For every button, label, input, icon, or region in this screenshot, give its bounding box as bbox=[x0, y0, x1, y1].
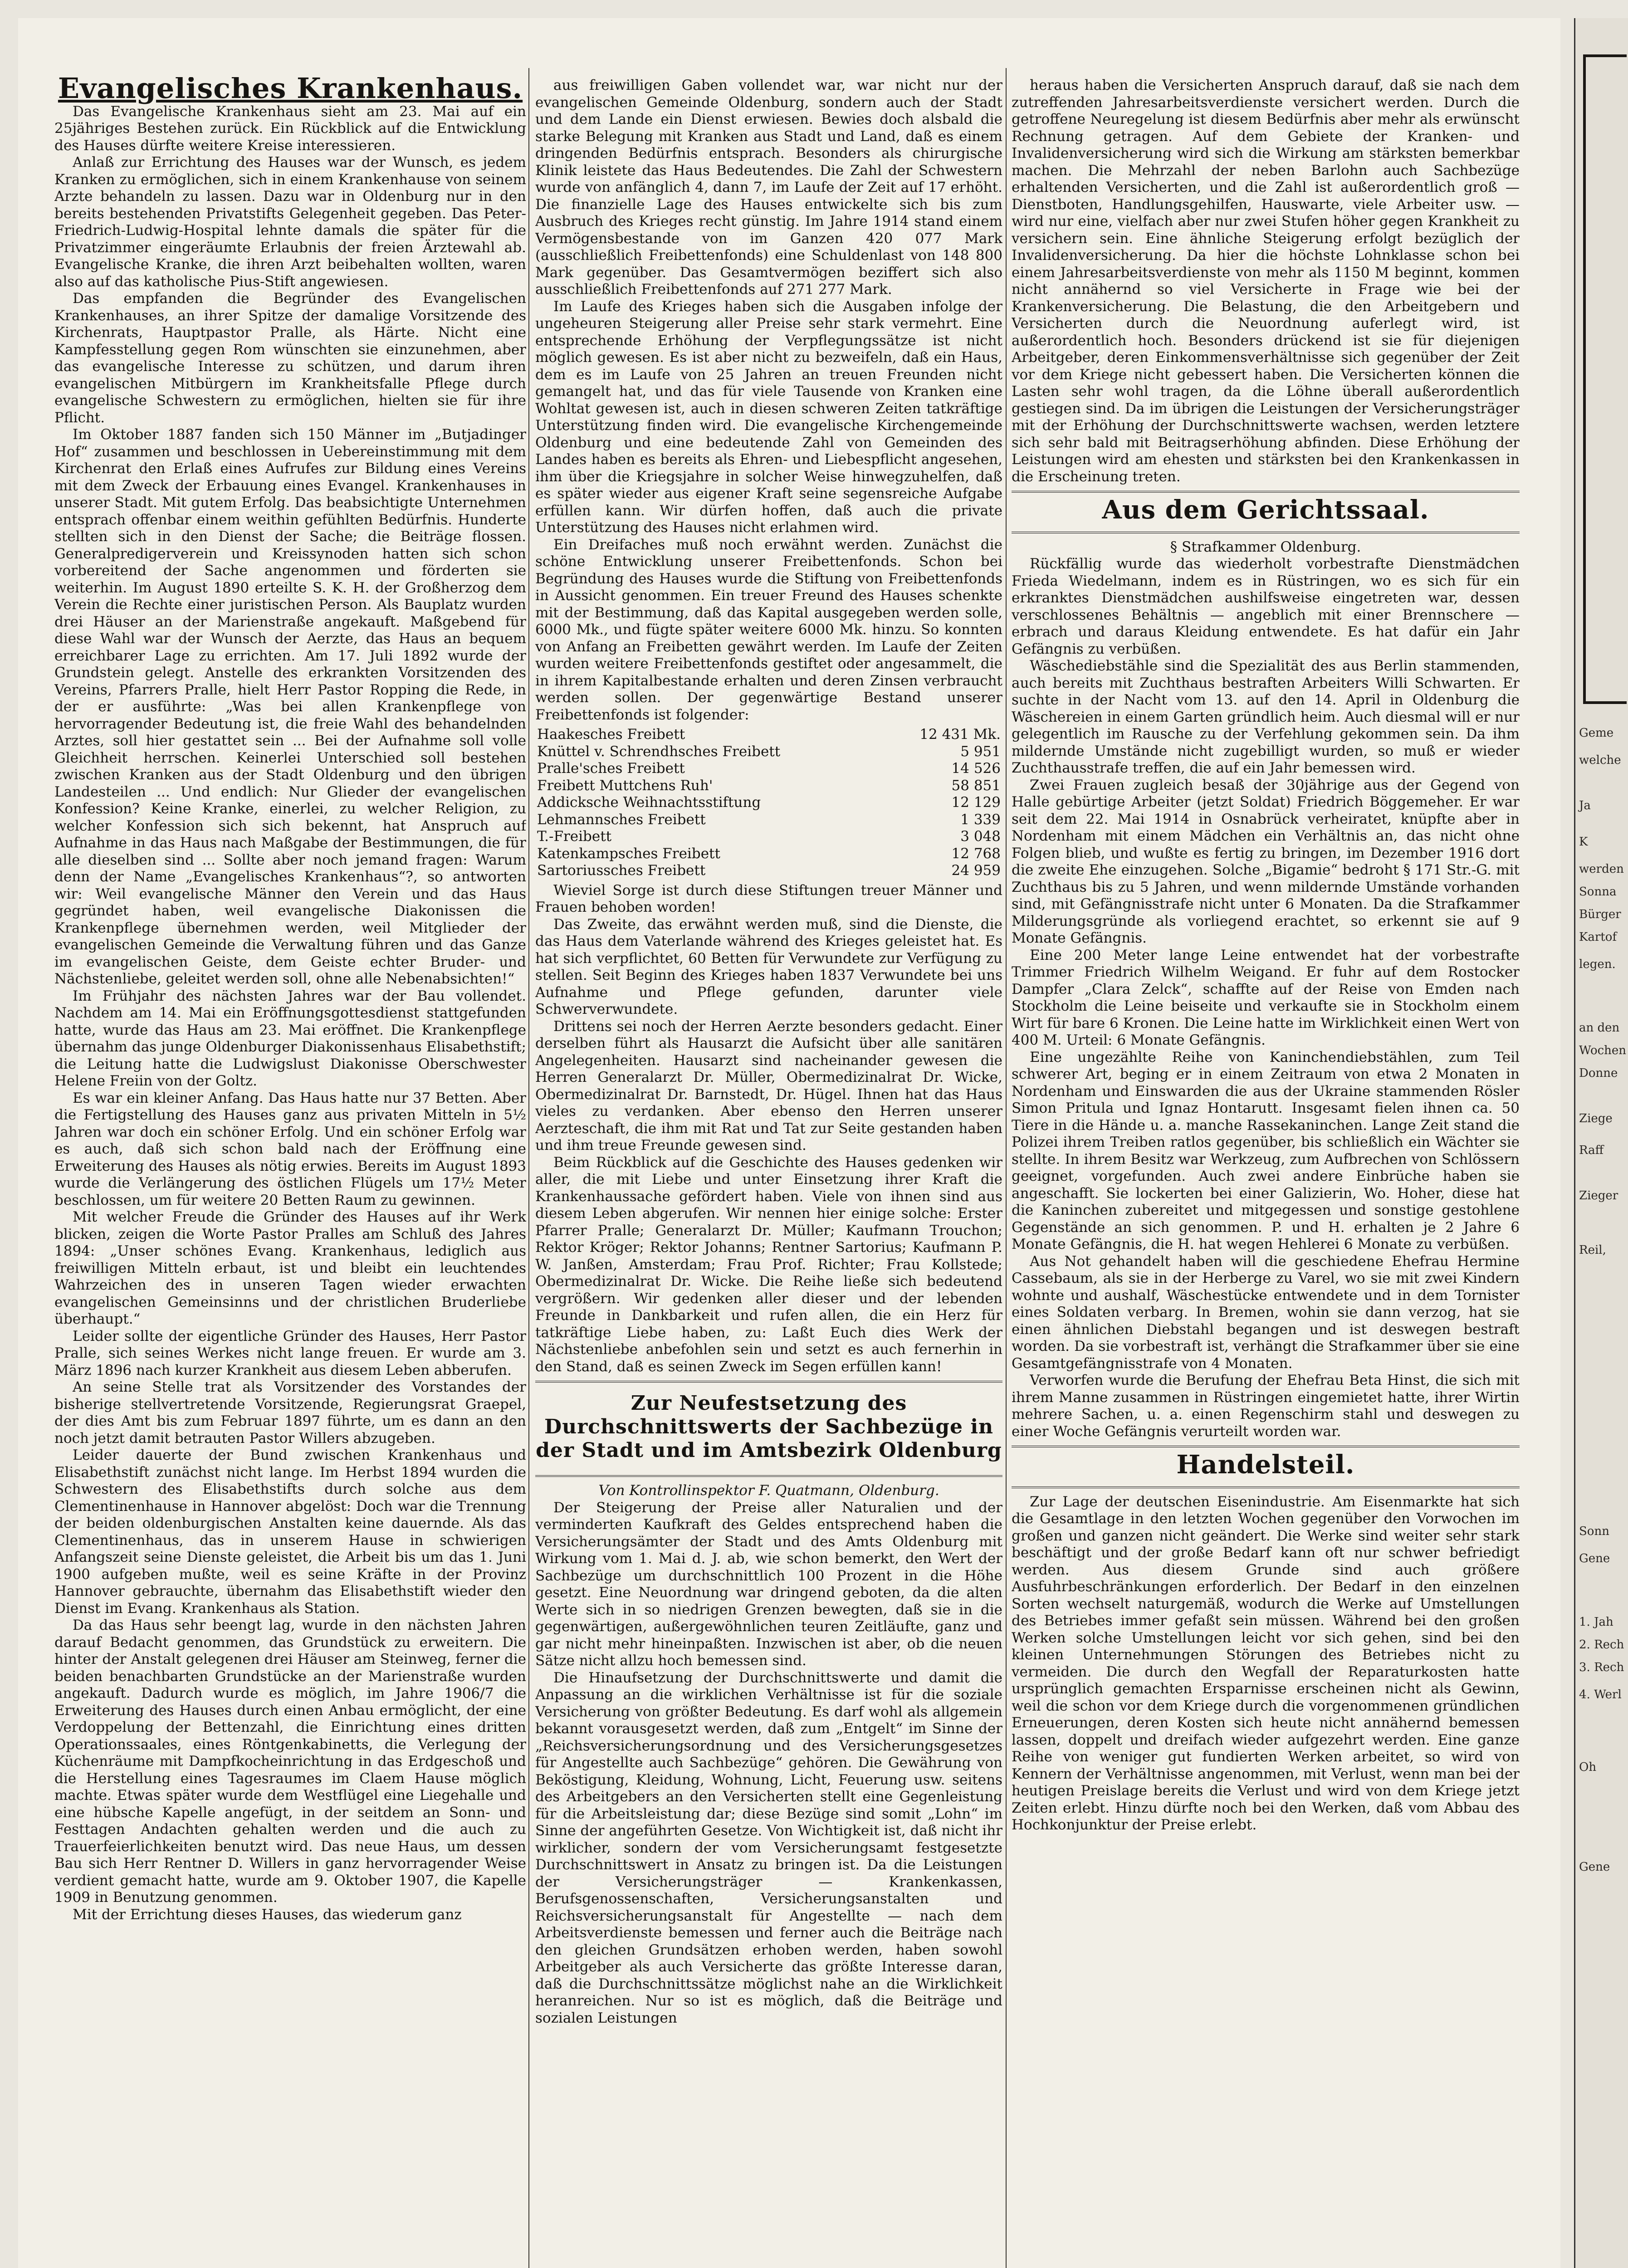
paragraph: An seine Stelle trat als Vorsitzender des Vorstandes der bisherige stellvertretende Vorsitzende, Regierungsrat Graepel, der dies Amt bis zum Februar 1897 führte, um es dann an den noch jetzt damit betrauten Pastor Willers abzugeben. bbox=[54, 1379, 526, 1447]
section-heading-box bbox=[1012, 1446, 1520, 1488]
adjacent-text-fragment: Wochen bbox=[1579, 1044, 1626, 1057]
commerce-report bbox=[1012, 1494, 1520, 1834]
fonds-name: T.-Freibett bbox=[537, 828, 612, 845]
adjacent-text-fragment: welche bbox=[1579, 753, 1621, 767]
adjacent-page-text bbox=[1576, 0, 1626, 2268]
paragraph: Ein Dreifaches muß noch erwähnt werden. Zunächst die schöne Entwicklung unserer Freibettenfonds. Schon bei Begründung des Hauses wurde die Stiftung von Freibettenfonds in Aussicht genommen. Ein treuer Freund des Hauses schenkte mit der Bestimmung, daß das Kapital ausgegeben werden solle, 6000 Mk., und fügte später weitere 6000 Mk. hinzu. So konnten von Anfang an Freibetten gewährt werden. Im Laufe der Zeiten wurden weitere Freibettenfonds gestiftet oder angesammelt, die in ihrem Kapitalbestande erhalten und deren Zinsen verbraucht werden sollen. Der gegenwärtige Bestand unserer Freibettenfonds ist folgender: bbox=[535, 536, 1002, 723]
paragraph: Eine ungezählte Reihe von Kaninchendiebstählen, zum Teil schwerer Art, beging er in einem Zeitraum von etwa 2 Monaten in Nordenham und Einswarden die aus der Ukraine stammenden Rösler Simon Pritula und Ignaz Hontarutt. Insgesamt fielen ihnen ca. 50 Tiere in die Hände u. a. manche Rassekaninchen. Lange Zeit stand die Polizei ihrem Treiben ratlos gegenüber, bis schließlich ein Wächter sie stellte. In ihrem Besitz war Werkzeug, zum Aufbrechen von Schlössern geeignet, vorgefunden. Auch zwei andere Einbrüche haben sie angeschafft. Sie lockerten bei einer Galizierin, Wo. Hoher, diese hat die Kaninchen zubereitet und mitgegessen und sonstige gestohlene Gegenstände an sich genommen. P. und H. erhalten je 2 Jahre 6 Monate Gefängnis, die H. hat wegen Hehlerei 6 Monate zu verbüßen. bbox=[1012, 1049, 1520, 1252]
fonds-amount: 12 768 bbox=[951, 845, 1001, 862]
fonds-row bbox=[535, 846, 1002, 863]
paragraph: Beim Rückblick auf die Geschichte des Hauses gedenken wir aller, die mit Liebe und unter Einsetzung ihrer Kraft die Krankenhaussache gefördert haben. Viele von ihnen sind aus diesem Leben abgerufen. Wir nennen hier einige solche: Erster Pfarrer Pralle; Generalarzt Dr. Müller; Kaufmann Trouchon; Rektor Kröger; Rektor Johanns; Rentner Sartorius; Kaufmann P. W. Janßen, Amsterdam; Frau Prof. Richter; Frau Kollstede; Obermedizinalrat Dr. Wicke. Die Reihe ließe sich bedeutend vergrößern. Wir gedenken aller dieser und der lebenden Freunde in Dankbarkeit und rufen allen, die ein Herz für tatkräftige Liebe haben, zu: Laßt Euch dies Werk der Nächstenliebe anbefohlen sein und setzt es auch fernerhin in den Stand, daß es seinen Zweck im Segen erfüllen kann! bbox=[535, 1154, 1002, 1375]
article-heading-sachbezuege: Zur Neufestsetzung des Durchschnittswerts der Sachbezüge in der Stadt und im Amtsbezirk Oldenburg bbox=[536, 1392, 1002, 1462]
adjacent-text-fragment: Gene bbox=[1579, 1552, 1610, 1565]
adjacent-text-fragment: 4. Werl bbox=[1579, 1688, 1622, 1701]
adjacent-text-fragment: Geme bbox=[1579, 726, 1614, 740]
fonds-row bbox=[535, 726, 1002, 743]
paragraph: Mit der Errichtung dieses Hauses, das wiederum ganz bbox=[73, 1906, 462, 1923]
paragraph: Eine 200 Meter lange Leine entwendet hat der vorbestrafte Trimmer Friedrich Wilhelm Weigand. Er fuhr auf dem Rostocker Dampfer „Clara Zelck“, schaffte auf der Reise von Emden nach Stockholm die Leine beiseite und verkaufte sie in Stockholm einem Wirt für bare 6 Kronen. Die Leine hatte im Wirklichkeit einen Wert von 400 M. Urteil: 6 Monate Gefängnis. bbox=[1012, 947, 1520, 1048]
article-body-continued bbox=[535, 298, 1002, 724]
adjacent-text-fragment: Ja bbox=[1579, 799, 1591, 812]
adjacent-text-fragment: an den bbox=[1579, 1021, 1620, 1035]
adjacent-text-fragment: Bürger bbox=[1579, 908, 1621, 921]
fonds-name: Pralle'sches Freibett bbox=[537, 760, 685, 777]
adjacent-text-fragment: Donne bbox=[1579, 1066, 1618, 1080]
adjacent-text-fragment: werden bbox=[1579, 862, 1624, 876]
article-byline: Von Kontrollinspektor F. Quatmann, Oldenburg. bbox=[598, 1482, 939, 1499]
paragraph: Drittens sei noch der Herren Aerzte besonders gedacht. Einer derselben führt als Hausarzt die Aufsicht über alle sanitären Angelegenheiten. Hausarzt sind nacheinander gewesen die Herren Generalarzt Dr. Müller, Obermedizinalrat Dr. Wicke, Obermedizinalrat Dr. Barnstedt, Dr. Hügel. Ihnen hat das Haus vieles zu verdanken. Aber ebenso den Herren unserer Aerzteschaft, die ihm mit Rat und Tat zur Seite gestanden haben und ihm treue Freunde gewesen sind. bbox=[535, 1018, 1002, 1154]
fonds-name: Lehmannsches Freibett bbox=[537, 811, 706, 828]
article-body-krankenhaus bbox=[54, 103, 526, 1924]
article-continuation-sachbezuege: heraus haben die Versicherten Anspruch darauf, daß sie nach dem zutreffenden Jahresarbeitsverdienste versichert werden. Durch die getroffene Neuregelung ist diesem Bedürfnis aber mehr als erwünscht Rechnung getragen. Auf dem Gebiete der Kranken- und Invalidenversicherung wird sich die Wirkung am stärksten bemerkbar machen. Die Mehrzahl der neben Barlohn auch Sachbezüge erhaltenden Versicherten, und die Zahl ist außerordentlich groß — Dienstboten, Handlungsgehilfen, Hauswarte, viele Arbeiter usw. — wird nur eine, vielfach aber nur zwei Stufen höher gegen Krankheit zu versichern sein. Eine ähnliche Steigerung erfolgt bezüglich der Invalidenversicherung. Da hier die höchste Lohnklasse schon bei einem Jahresarbeitsverdienste von mehr als 1150 M beginnt, kommen nicht annähernd so viel Versicherte in Frage wie bei der Krankenversicherung. Die Belastung, die den Arbeitgebern und Versicherten durch die Neuordnung auferlegt wird, ist außerordentlich hoch. Besonders drückend ist sie für diejenigen Arbeitgeber, deren Einkommensverhältnisse sich gegenüber der Zeit vor dem Kriege nicht gebessert haben. Die Versicherten können die Lasten sehr wohl tragen, da die Löhne überall außerordentlich gestiegen sind. Da im übrigen die Leistungen der Versicherungsträger mit der Erhöhung der Durchschnittswerte wachsen, werden letztere sich sehr bald mit Beitragserhöhung abfinden. Diese Erhöhung der Leistungen wird am ehesten und stärksten bei den Krankenkassen in die Erscheinung treten. bbox=[1012, 77, 1520, 485]
fonds-row bbox=[535, 743, 1002, 761]
fonds-amount: 5 951 bbox=[960, 743, 1001, 760]
paragraph: Im Oktober 1887 fanden sich 150 Männer im „Butjadinger Hof“ zusammen und beschlossen in Uebereinstimmung mit dem Kirchenrat den Erlaß eines Aufrufes zur Bildung eines Vereins mit dem Zweck der Erbauung eines Evangel. Krankenhauses in unserer Stadt. Mit gutem Erfolg. Das beabsichtigte Unternehmen entsprach offenbar einem weithin gefühlten Bedürfnis. Hunderte stellten sich in den Dienst der Sache; die Beiträge flossen. Generalpredigerverein und Kreissynoden hatten sich schon vorbereitend der Sache angenommen und förderten sie weiterhin. Im August 1890 erteilte S. K. H. der Großherzog dem Verein die Rechte einer juristischen Person. Als Bauplatz wurden drei Häuser an der Marienstraße angekauft. Maßgebend für diese Wahl war der Wunsch der Aerzte, das Haus an bequem erreichbarer Lage zu errichten. Am 17. Juli 1892 wurde der Grundstein gelegt. Anstelle des erkrankten Vorsitzenden des Vereins, Pfarrers Pralle, hielt Herr Pastor Ropping die Rede, in der er ausführte: „Was bei allen Krankenpflege von hervorragender Bedeutung ist, die freie Wahl des behandelnden Arztes, soll hier gestattet sein ... Bei der Aufnahme soll volle Gleichheit herrschen. Keinerlei Unterschied soll bestehen zwischen Kranken aus der Stadt Oldenburg und den übrigen Landesteilen ... Und endlich: Nur Glieder der evangelischen Konfession? Keine Kranke, einerlei, zu welcher Religion, zu welcher Konfession sich sich bekennt, hat Anspruch auf Aufnahme in das Haus nach Maßgabe der Bestimmungen, die für alle dieselben sind ... Sollte aber noch jemand fragen: Warum denn der Name „Evangelisches Krankenhaus“?, so antworten wir: Weil evangelische Männer den Verein und das Haus gegründet haben, weil evangelische Diakonissen die Krankenpflege übernehmen werden, weil Mitglieder der evangelischen Gemeinde die Verwaltung führen und das Ganze im evangelischen Geiste, dem Geiste echter Bruder- und Nächstenliebe, geleitet werden soll, ohne alle Nebenabsichten!“ bbox=[54, 426, 526, 987]
paragraph: Im Laufe des Krieges haben sich die Ausgaben infolge der ungeheuren Steigerung aller Preise sehr stark vermehrt. Eine entsprechende Erhöhung der Verpflegungssätze ist nicht möglich gewesen. Es ist aber nicht zu bezweifeln, daß ein Haus, dem es im Laufe von 25 Jahren an treuen Freunden nicht gemangelt hat, und das für viele Tausende von Kranken eine Wohltat gewesen ist, auch in diesen schweren Zeiten tatkräftige Unterstützung finden wird. Die evangelische Kirchengemeinde Oldenburg und eine bedeutende Zahl von Gemeinden des Landes haben es bereits als Ehren- und Liebespflicht angesehen, ihm über die Kriegsjahre in solcher Weise hinwegzuhelfen, daß es später wieder aus eigener Kraft seine segensreiche Aufgabe erfüllen kann. Wir dürfen hoffen, daß auch die private Unterstützung des Hauses nicht erlahmen wird. bbox=[535, 298, 1002, 536]
adjacent-text-fragment: Kartof bbox=[1579, 930, 1617, 944]
fonds-name: Haakesches Freibett bbox=[537, 726, 685, 743]
paragraph: Aus Not gehandelt haben will die geschiedene Ehefrau Hermine Cassebaum, als sie in der Herberge zu Varel, wo sie mit zwei Kindern wohnte und aushalf, Wäschestücke entwendete und in dem Tornister eines Soldaten verbarg. In Bremen, wohin sie dann verzog, hat sie einen ähnlichen Diebstahl begangen und ist deswegen bestraft worden. Da sie vorbestraft ist, verhängt die Strafkammer über sie eine Gesamtgefängnisstrafe von 4 Monaten. bbox=[1012, 1253, 1520, 1372]
fonds-amount: 24 959 bbox=[951, 862, 1001, 879]
fonds-row bbox=[535, 862, 1002, 880]
fonds-row bbox=[535, 794, 1002, 811]
paragraph: Da das Haus sehr beengt lag, wurde in den nächsten Jahren darauf Bedacht genommen, das Grundstück zu erweitern. Die hinter der Anstalt gelegenen drei Häuser am Steinweg, ferner die beiden benachbarten Grundstücke an der Marienstraße wurden angekauft. Dadurch wurde es möglich, im Jahre 1906/7 die Erweiterung des Hauses durch einen Anbau ermöglicht, der eine Verdoppelung der Bettenzahl, die Einrichtung eines dritten Operationssaales, eines Röntgenkabinetts, die Verlegung der Küchenräume mit Dampfkocheinrichtung in das Erdgeschoß und die Herstellung eines Tagesraumes im Claem Hause möglich machte. Etwas später wurde dem Westflügel eine Liegehalle und eine hübsche Kapelle angefügt, in der seitdem an Sonn- und Festtagen Andachten gehalten werden und die auch zu Trauerfeierlichkeiten benutzt wird. Das neue Haus, um dessen Bau sich Herr Rentner D. Willers in ganz hervorragender Weise verdient gemacht hatte, wurde am 9. Oktober 1907, die Kapelle 1909 in Benutzung genommen. bbox=[54, 1617, 526, 1906]
freibetten-fonds-table bbox=[535, 726, 1002, 880]
adjacent-text-fragment: legen. bbox=[1579, 958, 1616, 971]
column-1 bbox=[54, 77, 526, 2268]
fonds-amount: 1 339 bbox=[960, 811, 1001, 828]
article-continuation: aus freiwilligen Gaben vollendet war, war nicht nur der evangelischen Gemeinde Oldenburg, sondern auch der Stadt und dem Lande ein Dienst erwiesen. Bewies doch alsbald die starke Belegung mit Kranken aus Stadt und Land, daß es einem dringenden Bedürfnis entsprach. Besonders als chirurgische Klinik leistete das Haus Bedeutendes. Die Zahl der Schwestern wurde von anfänglich 4, dann 7, im Laufe der Zeit auf 17 erhöht. Die finanzielle Lage des Hauses entwickelte sich bis zum Ausbruch des Krieges recht günstig. Im Jahre 1914 stand einem Vermögensbestande von im Ganzen 420 077 Mark (ausschließlich Freibettenfonds) eine Schuldenlast von 148 800 Mark gegenüber. Das Gesamtvermögen beziffert sich also ausschließlich Freibettenfonds auf 271 277 Mark. bbox=[535, 77, 1002, 298]
paragraph: Wieviel Sorge ist durch diese Stiftungen treuer Männer und Frauen behoben worden! bbox=[535, 882, 1002, 915]
article-body-closing bbox=[535, 882, 1002, 1376]
adjacent-text-fragment: Sonna bbox=[1579, 885, 1617, 899]
paragraph: Rückfällig wurde das wiederholt vorbestrafte Dienstmädchen Frieda Wiedelmann, indem es in Rüstringen, wo es sich für ein erkranktes Dienstmädchen aushilfsweise eingetreten war, dessen verschlossenes Behältnis — angeblich mit einer Brennschere — erbrach und daraus Kleidung entwendete. Es hat dafür ein Jahr Gefängnis zu verbüßen. bbox=[1012, 556, 1520, 657]
article-heading-box bbox=[535, 1381, 1002, 1477]
paragraph: Das empfanden die Begründer des Evangelischen Krankenhauses, an ihrer Spitze der damalige Vorsitzende des Kirchenrats, Hauptpastor Pralle, als Härte. Nicht eine Kampfesstellung gegen Rom wünschten sie einzunehmen, aber das evangelische Interesse zu schützen, und darum ihren evangelischen Mitbürgern im Krankheitsfalle Pflege durch evangelische Schwestern zu ermöglichen, hielten sie für ihre Pflicht. bbox=[54, 290, 526, 426]
fonds-row bbox=[535, 828, 1002, 846]
section-heading-box bbox=[1012, 491, 1520, 533]
fonds-name: Addicksche Weihnachtsstiftung bbox=[537, 794, 761, 811]
paragraph: Mit welcher Freude die Gründer des Hauses auf ihr Werk blicken, zeigen die Worte Pastor Pralles am Schluß des Jahres 1894: „Unser schönes Evang. Krankenhaus, lediglich aus freiwilligen Mitteln erbaut, ist und bleibt ein leuchtendes Wahrzeichen des in unseren Tagen wieder erwachten evangelischen Gemeinsinns und der christlichen Bruderliebe überhaupt.“ bbox=[54, 1209, 526, 1327]
section-heading-gerichtssaal: Aus dem Gerichtssaal. bbox=[1102, 495, 1429, 525]
fonds-name: Katenkampsches Freibett bbox=[537, 845, 720, 862]
adjacent-text-fragment: Ziege bbox=[1579, 1112, 1613, 1125]
fonds-name: Knüttel v. Schrendhsches Freibett bbox=[537, 743, 781, 760]
article-body-sachbezuege bbox=[535, 1500, 1002, 2027]
fonds-name: Freibett Muttchens Ruh' bbox=[537, 777, 713, 794]
section-subheading: § Strafkammer Oldenburg. bbox=[1170, 538, 1361, 555]
fonds-name: Sartoriussches Freibett bbox=[537, 862, 706, 879]
fonds-row bbox=[535, 760, 1002, 777]
paragraph: Die Hinaufsetzung der Durchschnittswerte und damit die Anpassung an die wirklichen Verhältnisse ist für die soziale Versicherung von größter Bedeutung. Es darf wohl als allgemein bekannt vorausgesetzt werden, daß zum „Entgelt“ im Sinne der „Reichsversicherungsordnung und des Versicherungsgesetzes für Angestellte auch Sachbezüge“ gehören. Die Gewährung von Beköstigung, Kleidung, Wohnung, Licht, Feuerung usw. seitens des Arbeitgebers an den Versicherten stellt eine Gegenleistung für die Arbeitsleistung dar; diese Bezüge sind somit „Lohn“ im Sinne der angeführten Gesetze. Von Wichtigkeit ist, daß nicht ihr wirklicher, sondern der vom Versicherungsamt festgesetzte Durchschnittswert in Ansatz zu bringen ist. Da die Leistungen der Versicherungsträger — Krankenkassen, Berufsgenossenschaften, Versicherungsanstalten und Reichsversicherungsanstalt für Angestellte — nach dem Arbeitsverdienste bemessen und ferner auch die Beiträge nach den gleichen Grundsätzen erhoben werden, haben sowohl Arbeitgeber als auch Versicherte das größte Interesse daran, daß die Durchschnittssätze möglichst nahe an die Wirklichkeit heranreichen. Nur so ist es möglich, daß die Beiträge und sozialen Leistungen bbox=[535, 1669, 1002, 2026]
paragraph: Das Zweite, das erwähnt werden muß, sind die Dienste, die das Haus dem Vaterlande während des Krieges geleistet hat. Es hat sich verpflichtet, 60 Betten für Verwundete zur Verfügung zu stellen. Seit Beginn des Krieges haben 1837 Verwundete bei uns Aufnahme und Pflege gefunden, darunter viele Schwerverwundete. bbox=[535, 916, 1002, 1017]
adjacent-text-fragment: Raff bbox=[1579, 1144, 1604, 1157]
adjacent-text-fragment: 1. Jah bbox=[1579, 1615, 1613, 1629]
fonds-row bbox=[535, 811, 1002, 829]
paragraph: Zwei Frauen zugleich besaß der 30jährige aus der Gegend von Halle gebürtige Arbeiter (jetzt Soldat) Friedrich Böggemeher. Er war seit dem 22. Mai 1914 in Osnabrück verheiratet, knüpfte aber in Nordenham mit einem Mädchen ein Verhältnis an, das nicht ohne Folgen blieb, und wußte es fertig zu bringen, im Dezember 1916 dort die zweite Ehe einzugehen. Solche „Bigamie“ bedroht § 171 Str.-G. mit Zuchthaus bis zu 5 Jahren, und wenn mildernde Umstände vorhanden sind, mit Gefängnisstrafe nicht unter 6 Monaten. Da die Strafkammer Milderungsgründe als vorliegend erachtet, so erkennt sie auf 9 Monate Gefängnis. bbox=[1012, 777, 1520, 946]
paragraph: Verworfen wurde die Berufung der Ehefrau Beta Hinst, die sich mit ihrem Manne zusammen in Rüstringen eingemietet hatte, ihrer Wirtin mehrere Sachen, u. a. einen Regenschirm stahl und deswegen zu einer Woche Gefängnis verurteilt worden war. bbox=[1012, 1372, 1520, 1440]
paragraph: Wäschediebstähle sind die Spezialität des aus Berlin stammenden, auch bereits mit Zuchthaus bestraften Arbeiters Willi Schwarten. Er suchte in der Nacht vom 13. auf den 14. April in Oldenburg die Wäschereien in einem Garten gründlich heim. Auch diesmal will er nur gelegentlich im Rausche zu der Verfehlung gekommen sein. Da ihm mildernde Umstände nicht zugebilligt wurden, so muß er wieder Zuchthausstrafe treffen, die auf ein Jahr bemessen wird. bbox=[1012, 658, 1520, 776]
column-divider bbox=[528, 68, 529, 2268]
adjacent-text-fragment: 2. Rech bbox=[1579, 1638, 1624, 1652]
paragraph: Zur Lage der deutschen Eisenindustrie. Am Eisenmarkte hat sich die Gesamtlage in den letzten Wochen gegenüber den Vorwochen im großen und ganzen nicht geändert. Die Werke sind weiter sehr stark beschäftigt und der große Bedarf kann oft nur schwer befriedigt werden. Aus diesem Grunde sind auch größere Ausfuhrbeschränkungen erforderlich. Der Bedarf in den einzelnen Sorten wechselt naturgemäß, wodurch die Werke auf Umstellungen des Betriebes immer gefaßt sein müssen. Während bei den großen Werken solche Umstellungen leicht vor sich gehen, sind bei den kleinen Unternehmungen Störungen des Betriebes nicht zu vermeiden. Die durch den Wegfall der Reparaturkosten hatte ursprünglich gemachten Ersparnisse erscheinen nicht als Gewinn, weil die schon vor dem Kriege durch die vorgenommenen gründlichen Erneuerungen, deren Kosten sich heute nicht annähernd bemessen lassen, doppelt und dreifach wieder aufgezehrt werden. Eine ganze Reihe von weniger gut fundierten Werken arbeitet, so wird von Kennern der Verhältnisse angenommen, mit Verlust, wenn man bei der heutigen Preislage bereits die Verlust und wird von dem Kriege jetzt Zeiten erlebt. Hinzu dürfte noch bei den Werken, daß vom Abbau des Hochkonjunktur der Preise erlebt. bbox=[1012, 1493, 1520, 1833]
paragraph: Anlaß zur Errichtung des Hauses war der Wunsch, es jedem Kranken zu ermöglichen, sich in einem Krankenhause von seinem Arzte behandeln zu lassen. Dazu war in Oldenburg nur in den bereits bestehenden Privatstifts Gelegenheit gegeben. Das Peter-Friedrich-Ludwig-Hospital lehnte damals die später für die Privatzimmer eingeräumte Erlaubnis der freien Ärztewahl ab. Evangelische Kranke, die ihren Arzt beibehalten wollten, waren also auf das katholische Pius-Stift angewiesen. bbox=[54, 154, 526, 290]
fonds-amount: 12 431 Mk. bbox=[919, 726, 1001, 743]
paragraph: Leider dauerte der Bund zwischen Krankenhaus und Elisabethstift zunächst nicht lange. Im Herbst 1894 wurden die Schwestern des Elisabethstifts durch solche aus dem Clementinenhause in Hannover abgelöst: Doch war die Trennung der beiden oldenburgischen Anstalten keine dauernde. Als das Clementinenhaus, das in unserem Hause in schwierigen Anfangszeit seine Dienste geleistet, die Arbeit bis um das 1. Juni 1900 aufgeben mußte, weil es seine Kräfte in der Provinz Hannover gebrauchte, übernahm das Elisabethstift wieder den Dienst im Evang. Krankenhaus als Station. bbox=[54, 1447, 526, 1617]
column-2 bbox=[535, 77, 1002, 2268]
paragraph: Leider sollte der eigentliche Gründer des Hauses, Herr Pastor Pralle, sich seines Werkes nicht lange freuen. Er wurde am 3. März 1896 nach kurzer Krankheit aus diesem Leben abberufen. bbox=[54, 1328, 526, 1378]
paragraph: Das Evangelische Krankenhaus sieht am 23. Mai auf ein 25jähriges Bestehen zurück. Ein Rückblick auf die Entwicklung des Hauses dürfte weitere Kreise interessieren. bbox=[54, 103, 526, 154]
fonds-amount: 12 129 bbox=[951, 794, 1001, 811]
section-heading-handelsteil: Handelsteil. bbox=[1176, 1450, 1355, 1480]
paragraph: Im Frühjahr des nächsten Jahres war der Bau vollendet. Nachdem am 14. Mai ein Eröffnungsgottesdienst stattgefunden hatte, wurde das Haus am 23. Mai eröffnet. Die Krankenpflege übernahm das junge Oldenburger Diakonissenhaus Elisabethstift; die Leitung hatte die Ludwigslust Diakonisse Oberschwester Helene Freiin von der Goltz. bbox=[54, 987, 526, 1089]
adjacent-text-fragment: 3. Rech bbox=[1579, 1661, 1624, 1674]
article-heading-krankenhaus: Evangelisches Krankenhaus. bbox=[58, 77, 523, 105]
paragraph: Der Steigerung der Preise aller Naturalien und der verminderten Kaufkraft des Geldes entsprechend haben die Versicherungsämter der Stadt und des Amts Oldenburg mit Wirkung vom 1. Mai d. J. ab, wie schon bemerkt, den Wert der Sachbezüge um durchschnittlich 100 Prozent in die Höhe gesetzt. Eine Neuordnung war dringend geboten, da die alten Werte sich in so niedrigen Grenzen bewegten, daß sie in die gegenwärtigen, außergewöhnlichen teuren Zeitläufte, ganz und gar nicht mehr hineinpaßten. Inzwischen ist aber, ob die neuen Sätze nicht allzu hoch bemessen sind. bbox=[535, 1499, 1002, 1669]
adjacent-text-fragment: Zieger bbox=[1579, 1189, 1618, 1202]
fonds-amount: 3 048 bbox=[960, 828, 1001, 845]
column-divider bbox=[1006, 68, 1007, 2268]
column-3 bbox=[1012, 77, 1520, 2268]
court-reports bbox=[1012, 556, 1520, 1440]
adjacent-text-fragment: Reil, bbox=[1579, 1243, 1606, 1257]
paragraph: Es war ein kleiner Anfang. Das Haus hatte nur 37 Betten. Aber die Fertigstellung des Hauses ganz aus privaten Mitteln in 5½ Jahren war doch ein schöner Erfolg. Und ein schöner Erfolg war es auch, daß sich schon bald nach der Eröffnung eine Erweiterung des Hauses als nötig erwies. Bereits im August 1893 wurde die Verlängerung des östlichen Flügels um 17½ Meter beschlossen, um für weitere 20 Betten Raum zu gewinnen. bbox=[54, 1090, 526, 1208]
adjacent-text-fragment: Oh bbox=[1579, 1760, 1597, 1774]
adjacent-text-fragment: Gene bbox=[1579, 1860, 1610, 1874]
fonds-amount: 58 851 bbox=[951, 777, 1001, 794]
fonds-row bbox=[535, 777, 1002, 795]
adjacent-text-fragment: K bbox=[1579, 835, 1588, 849]
fonds-amount: 14 526 bbox=[951, 760, 1001, 777]
adjacent-text-fragment: Sonn bbox=[1579, 1525, 1609, 1538]
